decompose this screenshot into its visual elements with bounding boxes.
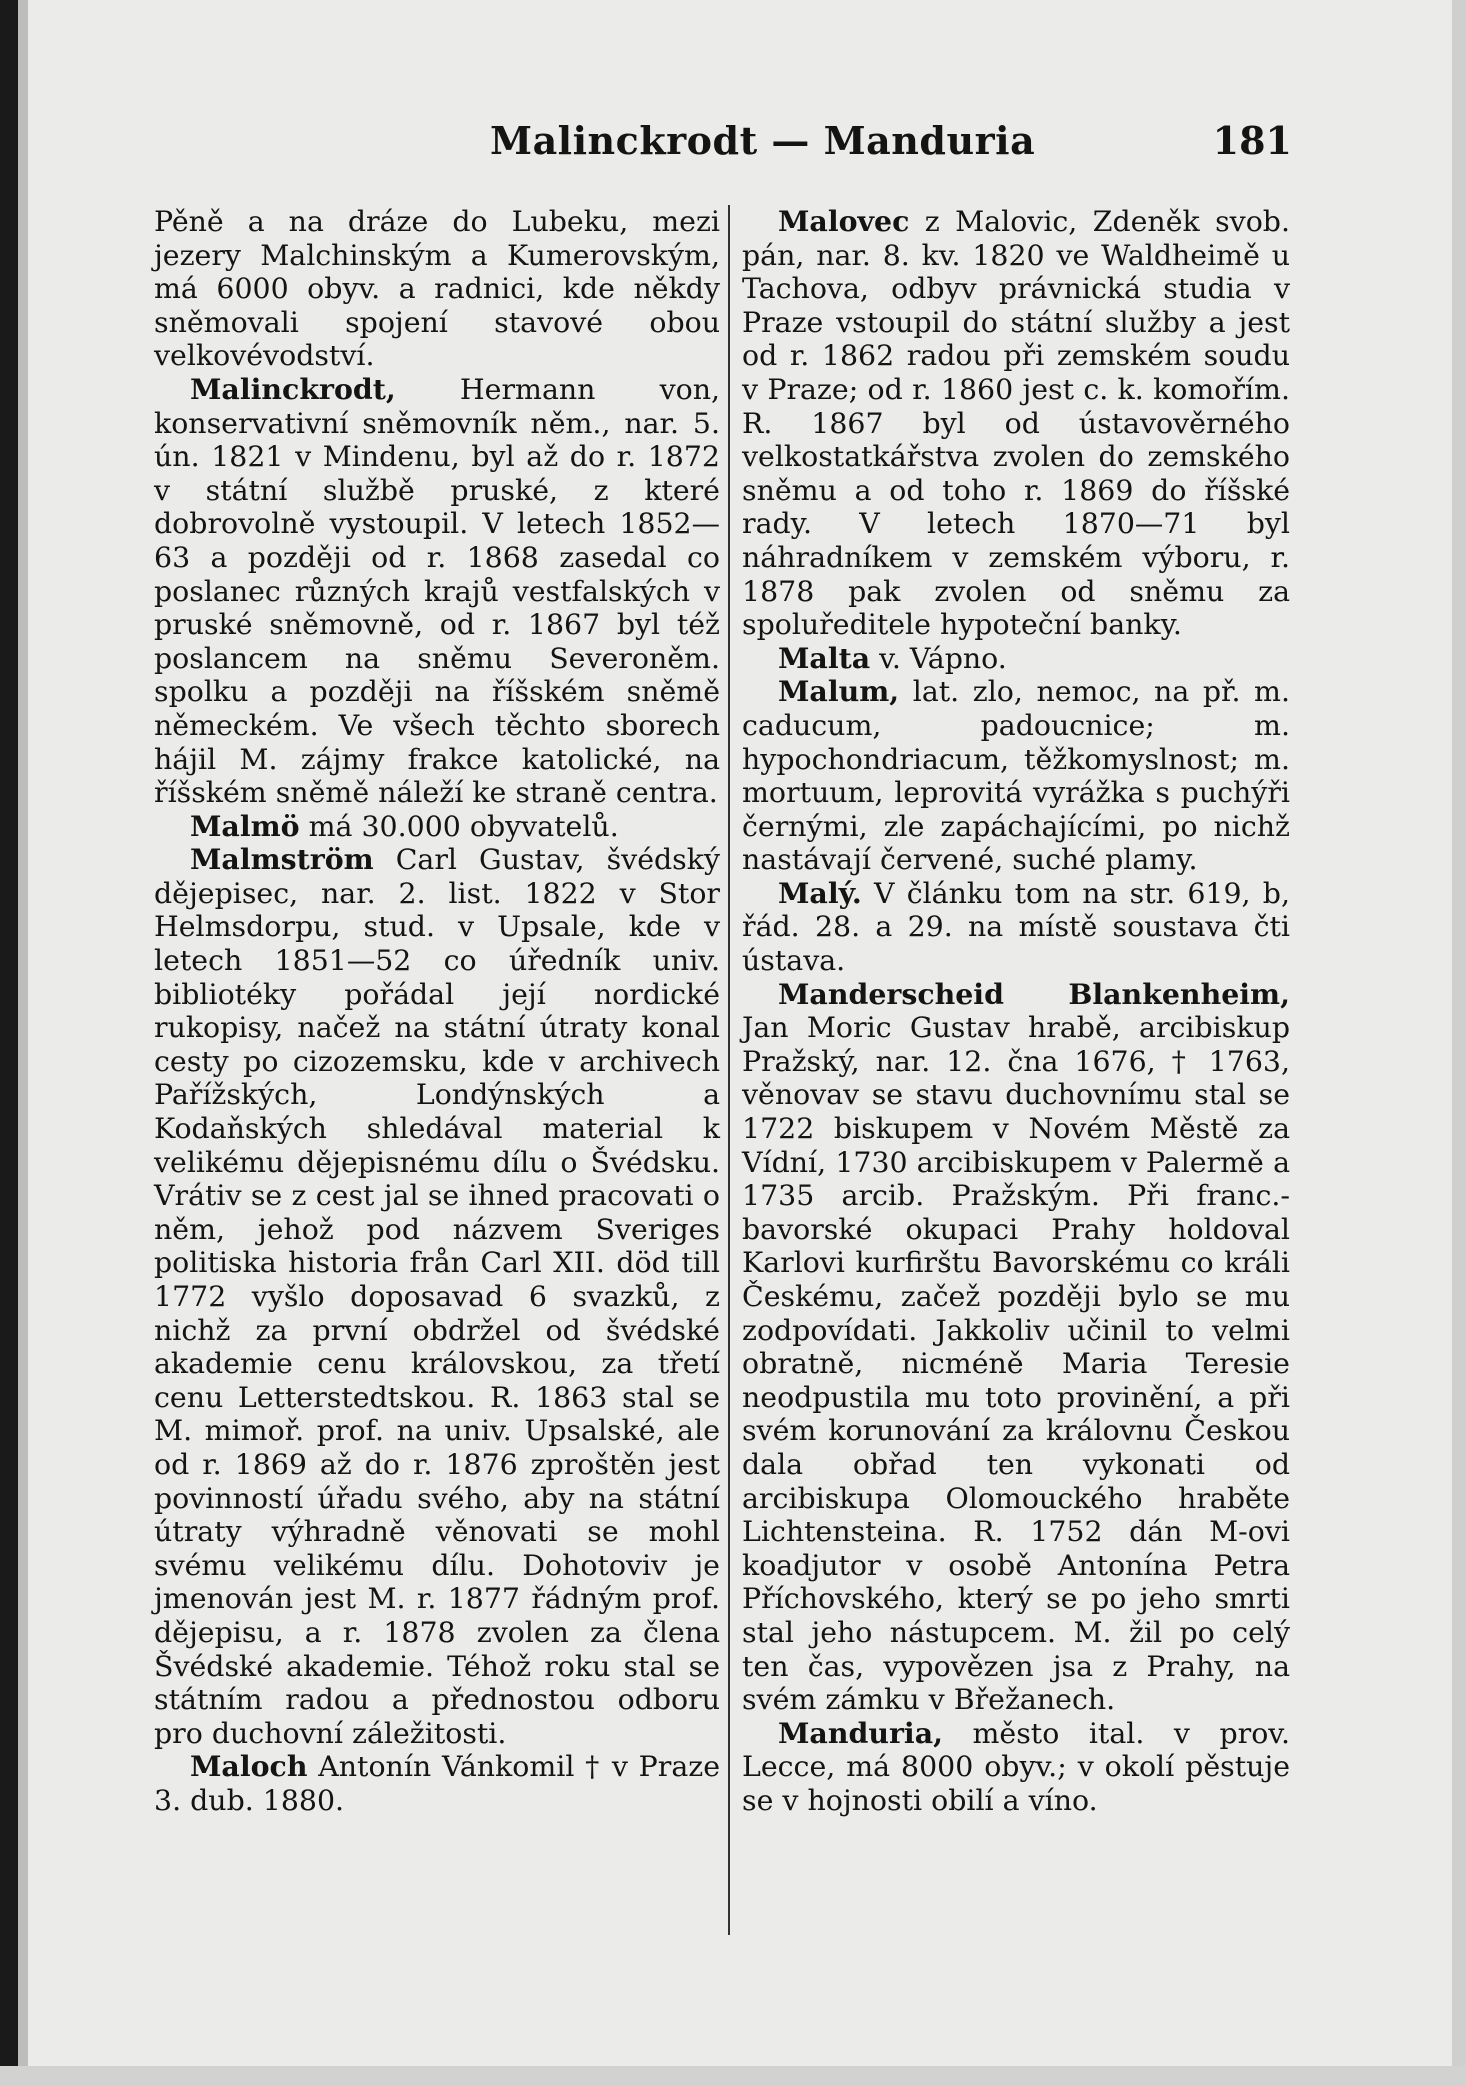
header-title: Malinckrodt — Manduria bbox=[490, 118, 1036, 163]
entry-text: Hermann von, konservativní sněmovník něm., nar. 5. ún. 1821 v Mindenu, byl až do r. 1872 v státní službě pruské, z které dobrovolně vystoupil. V letech 1852—63 a později od r. 1868 zasedal co poslanec různých krajů vestfalských v pruské sněmovně, od r. 1867 byl též poslancem na sněmu Severoněm. spolku a později na říšském sněmě německém. Ve všech těchto sborech hájil M. zájmy frakce katolické, na říšském sněmě náleží ke straně centra. bbox=[154, 372, 721, 810]
entry-maly bbox=[742, 877, 1290, 978]
entry-headword: Malmström bbox=[190, 842, 374, 877]
entry-malmo bbox=[154, 810, 720, 844]
entry-text: Jan Moric Gustav hrabě, arcibiskup Pražský, nar. 12. čna 1676, † 1763, věnovav se stavu duchovnímu stal se 1722 biskupem v Novém Městě za Vídní, 1730 arcibiskupem v Palermě a 1735 arcib. Pražským. Při franc.-bavorské okupaci Prahy holdoval Karlovi kurfirštu Bavorskému co králi Českému, začež později bylo se mu zodpovídati. Jakkoliv učinil to velmi obratně, nicméně Maria Teresie neodpustila mu toto provinění, a při svém korunování za královnu Českou dala obřad ten vykonati od arcibiskupa Olomouckého hraběte Lichtensteina. R. 1752 dán M-ovi koadjutor v osobě Antonína Petra Příchovského, který se po jeho smrti stal jeho nástupcem. M. žil po celý ten čas, vypovězen jsa z Prahy, na svém zámku v Břežanech. bbox=[742, 1011, 1290, 1717]
page-edge-shadow bbox=[18, 0, 28, 2086]
entry-headword: Malinckrodt, bbox=[190, 371, 396, 406]
entry-text: Pěně a na dráze do Lubeku, mezi jezery Malchinským a Kumerovským, má 6000 obyv. a radnici, kde někdy sněmovali spojení stavové obou velkovévodství. bbox=[154, 205, 720, 373]
entry-text: město ital. v prov. Lecce, má 8000 obyv.; v okolí pěstuje se v hojnosti obilí a víno. bbox=[742, 1716, 1290, 1817]
entry-headword: Malta bbox=[778, 640, 871, 675]
entry-manduria bbox=[742, 1717, 1290, 1818]
entry-maloch bbox=[154, 1750, 720, 1817]
right-column bbox=[742, 205, 1290, 1818]
entry-text: má 30.000 obyvatelů. bbox=[308, 809, 619, 843]
entry-malinckrodt bbox=[154, 373, 720, 810]
page-edge-left bbox=[0, 0, 18, 2086]
page-number: 181 bbox=[1212, 118, 1292, 163]
left-column bbox=[154, 205, 720, 1818]
entry-text: z Malovic, Zdeněk svob. pán, nar. 8. kv. 1820 ve Waldheimě u Tachova, odbyv právnická studia v Praze vstoupil do státní služby a jest od r. 1862 radou při zemském soudu v Praze; od r. 1860 jest c. k. komořím. R. 1867 byl od ústavověrného velkostatkářstva zvolen do zemského sněmu a od toho r. 1869 do říšské rady. V letech 1870—71 byl náhradníkem v zemském výboru, r. 1878 pak zvolen od sněmu za spoluředitele hypoteční banky. bbox=[742, 205, 1290, 642]
entry-headword: Malmö bbox=[190, 808, 300, 843]
entry-malum bbox=[742, 675, 1290, 877]
entry-headword: Malý. bbox=[778, 875, 862, 910]
page-edge-right bbox=[1452, 0, 1466, 2086]
entry-text: V článku tom na str. 619, b, řád. 28. a 29. na místě soustava čti ústava. bbox=[742, 876, 1290, 978]
entry-manderscheid bbox=[742, 978, 1290, 1717]
entry-text: lat. zlo, nemoc, na př. m. caducum, padoucnice; m. hypochondriacum, těžkomyslnost; m. mortuum, leprovitá vyrážka s puchýři černými, zle zapáchajícími, po nichž nastávají červené, suché plamy. bbox=[742, 675, 1290, 877]
entry-malta bbox=[742, 642, 1290, 676]
entry-malovec bbox=[742, 205, 1290, 642]
page-edge-bottom bbox=[0, 2066, 1466, 2086]
entry-text: Antonín Vánkomil † v Praze 3. dub. 1880. bbox=[154, 1750, 720, 1817]
column-divider bbox=[728, 205, 730, 1935]
entry-malmstrom bbox=[154, 843, 720, 1750]
entry-headword: Malum, bbox=[778, 674, 900, 709]
entry-headword: Malovec bbox=[778, 204, 910, 238]
entry-text: Carl Gustav, švédský dějepisec, nar. 2. list. 1822 v Stor Helmsdorpu, stud. v Upsale, kde v letech 1851—52 co úředník univ. bibliotéky pořádal její nordické rukopisy, načež na státní útraty konal cesty po cizozemsku, kde v archivech Pařížských, Londýnských a Kodaňských shledával material k velikému dějepisnému dílu o Švédsku. Vrátiv se z cest jal se ihned pracovati o něm, jehož pod názvem Sveriges politiska historia från Carl XII. död till 1772 vyšlo doposavad 6 svazků, z nichž za první obdržel od švédské akademie cenu královskou, za třetí cenu Letterstedtskou. R. 1863 stal se M. mimoř. prof. na univ. Upsalské, ale od r. 1869 až do r. 1876 zproštěn jest povinností úřadu svého, aby na státní útraty výhradně věnovati se mohl svému velikému dílu. Dohotoviv je jmenován jest M. r. 1877 řádným prof. dějepisu, a r. 1878 zvolen za člena Švédské akademie. Téhož roku stal se státním radou a přednostou odboru pro duchovní záležitosti. bbox=[154, 843, 720, 1750]
entry-text: v. Vápno. bbox=[879, 641, 1007, 675]
entry-continuation bbox=[154, 205, 720, 373]
running-header bbox=[150, 118, 1300, 178]
entry-headword: Maloch bbox=[190, 1749, 308, 1784]
entry-headword: Manduria, bbox=[778, 1715, 943, 1750]
entry-headword: Manderscheid Blankenheim, bbox=[778, 976, 1290, 1011]
